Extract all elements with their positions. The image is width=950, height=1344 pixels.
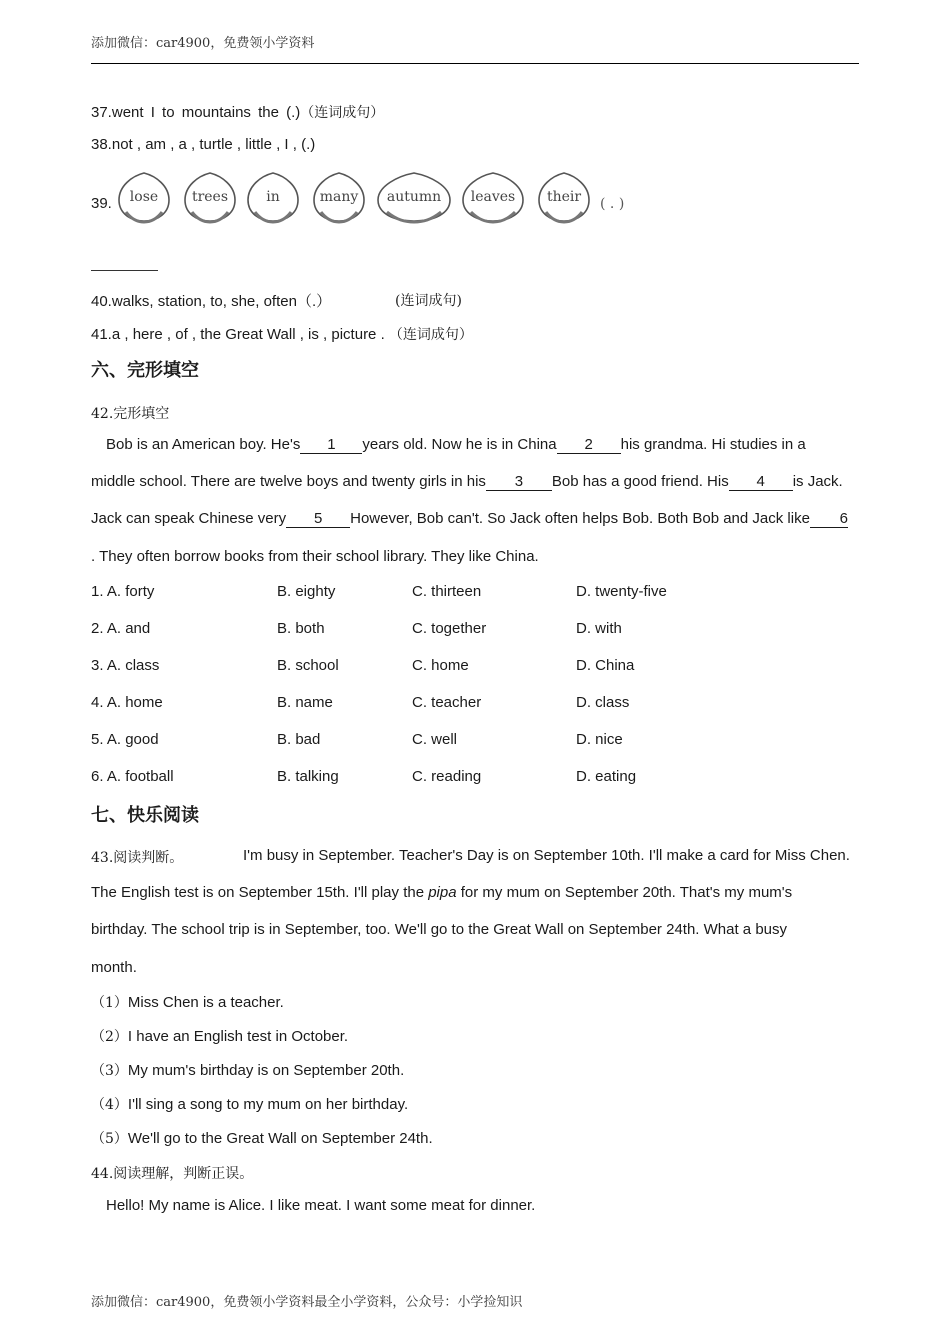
passage-line: month. (91, 959, 137, 976)
section-6-title: 六、完形填空 (91, 360, 199, 381)
q39-answer-line (91, 270, 158, 271)
page-footer: 添加微信：car4900，免费领小学资料最全小学资料，公众号：小学捡知识 (91, 1295, 523, 1310)
question-41 (91, 324, 473, 344)
leaf-word: many (319, 189, 359, 205)
q43-label: 43.阅读判断。 (91, 850, 184, 866)
passage-line (91, 884, 792, 901)
judge-item-text: We'll go to the Great Wall on September 24th. (127, 1130, 433, 1147)
option-d[interactable]: D. China (576, 657, 635, 674)
judge-item-text: I have an English test in October. (127, 1028, 349, 1045)
section-7-title: 七、快乐阅读 (91, 805, 199, 826)
q37-words: went I to mountains the (.) (111, 104, 301, 121)
passage-line: I'm busy in September. Teacher's Day is on September 10th. I'll make a card for Miss Chen. (243, 847, 850, 864)
page-header: 添加微信：car4900，免费领小学资料 (91, 36, 315, 51)
leaf-word: their (546, 189, 582, 205)
judge-item (91, 1128, 433, 1148)
leaf-shape (182, 170, 238, 224)
judge-item-number: （3） (91, 1063, 128, 1079)
passage-line: birthday. The school trip is in September, too. We'll go to the Great Wall on September 24th. What a busy (91, 921, 787, 938)
judge-item-number: （4） (91, 1097, 128, 1113)
cloze-line-3 (91, 510, 848, 528)
q37-hint: （连词成句） (300, 105, 385, 121)
q42-label: 42.完形填空 (91, 406, 170, 422)
cloze-blank-1[interactable]: 1 (300, 436, 362, 454)
cloze-blank-3[interactable]: 3 (486, 473, 552, 491)
leaf-word: autumn (386, 189, 442, 205)
judge-item (91, 1060, 404, 1080)
cloze-text: Jack can speak Chinese very (91, 510, 287, 527)
leaf-shape (460, 170, 526, 224)
word-leaf (460, 170, 526, 224)
cloze-blank-6[interactable]: 6 (810, 510, 848, 528)
option-d[interactable]: D. eating (576, 768, 637, 785)
cloze-blank-4[interactable]: 4 (729, 473, 793, 491)
option-c[interactable]: C. together (412, 620, 487, 637)
option-c[interactable]: C. home (412, 657, 469, 674)
word-leaf (536, 170, 592, 224)
option-c[interactable]: C. teacher (412, 694, 482, 711)
option-a[interactable]: 5. A. good (91, 731, 159, 748)
option-d[interactable]: D. twenty-five (576, 583, 667, 600)
header-divider (91, 63, 859, 64)
cloze-text: Bob is an American boy. He's (106, 436, 301, 453)
option-d[interactable]: D. class (576, 694, 630, 711)
judge-item-text: I'll sing a song to my mum on her birthday. (127, 1096, 409, 1113)
question-40: 40.walks, station, to, she, often（.） (91, 293, 332, 310)
leaf-shape (536, 170, 592, 224)
question-38: 38.not , am , a , turtle , little , I , (.) (91, 136, 316, 153)
option-a[interactable]: 4. A. home (91, 694, 163, 711)
word-leaf (245, 170, 301, 224)
judge-item-text: Miss Chen is a teacher. (127, 994, 284, 1011)
cloze-text: his grandma. Hi studies in a (620, 436, 806, 453)
option-b[interactable]: B. talking (277, 768, 339, 785)
leaf-shape (375, 170, 453, 224)
option-b[interactable]: B. both (277, 620, 325, 637)
option-b[interactable]: B. name (277, 694, 333, 711)
option-b[interactable]: B. bad (277, 731, 321, 748)
option-d[interactable]: D. with (576, 620, 622, 637)
leaf-word: lose (129, 189, 159, 205)
judge-item-number: （5） (91, 1131, 128, 1147)
option-c[interactable]: C. well (412, 731, 458, 748)
cloze-text: Bob has a good friend. His (551, 473, 729, 490)
option-a[interactable]: 6. A. football (91, 768, 174, 785)
judge-item-number: （1） (91, 995, 128, 1011)
cloze-text: However, Bob can't. So Jack often helps Bob. Both Bob and Jack like (350, 510, 810, 527)
option-c[interactable]: C. reading (412, 768, 482, 785)
option-a[interactable]: 2. A. and (91, 620, 151, 637)
judge-item-number: （2） (91, 1029, 128, 1045)
judge-item (91, 1026, 348, 1046)
q39-number: 39. (91, 195, 112, 212)
option-b[interactable]: B. school (277, 657, 339, 674)
option-a[interactable]: 1. A. forty (91, 583, 155, 600)
judge-item-text: My mum's birthday is on September 20th. (127, 1062, 405, 1079)
passage-text: for my mum on September 20th. That's my mum's (460, 884, 793, 901)
option-a[interactable]: 3. A. class (91, 657, 160, 674)
leaf-word: trees (191, 189, 229, 205)
question-37 (91, 102, 384, 122)
cloze-blank-2[interactable]: 2 (557, 436, 621, 454)
option-d[interactable]: D. nice (576, 731, 623, 748)
leaf-word: in (266, 189, 280, 205)
q41-words: 41.a , here , of , the Great Wall , is , picture . (91, 326, 385, 343)
cloze-line-2 (91, 473, 843, 491)
leaf-shape (311, 170, 367, 224)
cloze-text: middle school. There are twelve boys and twenty girls in his (91, 473, 486, 490)
passage-italic-word: pipa (428, 884, 457, 901)
q40-hint: (连词成句) (395, 293, 462, 309)
passage-text: The English test is on September 15th. I'll play the (91, 884, 425, 901)
cloze-line-1 (106, 436, 806, 454)
word-leaf (375, 170, 453, 224)
leaf-shape (116, 170, 172, 224)
judge-item (91, 992, 284, 1012)
leaf-word: leaves (470, 189, 516, 205)
option-c[interactable]: C. thirteen (412, 583, 482, 600)
word-leaf (311, 170, 367, 224)
q44-label: 44.阅读理解，判断正误。 (91, 1166, 254, 1182)
q41-hint: （连词成句） (388, 327, 473, 343)
word-leaf (116, 170, 172, 224)
cloze-text: years old. Now he is in China (362, 436, 557, 453)
cloze-text: is Jack. (792, 473, 843, 490)
passage-line: Hello! My name is Alice. I like meat. I want some meat for dinner. (106, 1197, 536, 1214)
q37-number: 37. (91, 104, 112, 121)
word-leaf (182, 170, 238, 224)
option-b[interactable]: B. eighty (277, 583, 336, 600)
q39-end-punct: ( . ) (600, 196, 625, 212)
leaf-shape (245, 170, 301, 224)
cloze-blank-5[interactable]: 5 (286, 510, 350, 528)
cloze-line-4: . They often borrow books from their school library. They like China. (91, 548, 539, 565)
judge-item (91, 1094, 408, 1114)
